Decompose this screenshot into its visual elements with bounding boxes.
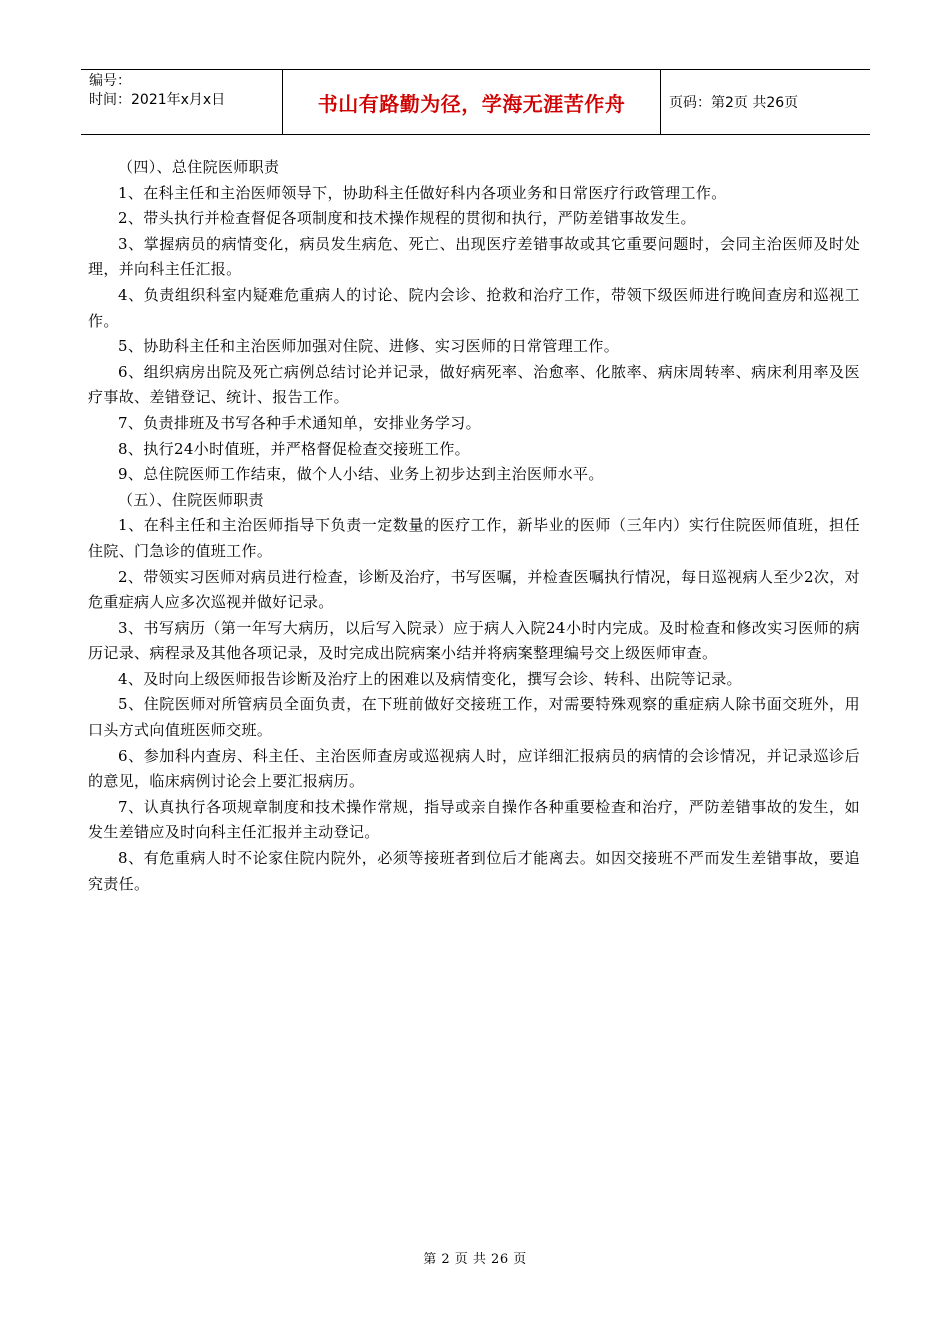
paragraph: 9、总住院医师工作结束，做个人小结、业务上初步达到主治医师水平。 (118, 465, 604, 484)
paragraph: 6、组织病房出院及死亡病例总结讨论并记录，做好病死率、治愈率、化脓率、病床周转率、病床利用率及医疗事故、差错登记、统计、报告工作。 (88, 362, 860, 407)
section-heading: （四）、总住院医师职责 (118, 158, 280, 176)
header-info-cell (81, 70, 283, 134)
paragraph: 2、带头执行并检查督促各项制度和技术操作规程的贯彻和执行，严防差错事故发生。 (118, 209, 696, 228)
paragraph: 8、有危重病人时不论家住院内院外，必须等接班者到位后才能离去。如因交接班不严而发生差错事故，要追究责任。 (88, 849, 860, 893)
paragraph: 3、掌握病员的病情变化，病员发生病危、死亡、出现医疗差错事故或其它重要问题时，会同主治医师及时处理，并向科主任汇报。 (88, 234, 860, 279)
section-heading: （五）、住院医师职责 (118, 490, 265, 509)
paragraph: 7、认真执行各项规章制度和技术操作常规，指导或亲自操作各种重要检查和治疗，严防差错事故的发生，如发生差错应及时向科主任汇报并主动登记。 (88, 797, 860, 842)
document-date: 时间：2021年x月x日 (89, 92, 226, 108)
paragraph: 8、执行24小时值班，并严格督促检查交接班工作。 (118, 439, 471, 458)
paragraph: 3、书写病历（第一年写大病历，以后写入院录）应于病人入院24小时内完成。及时检查和修改实习医师的病历记录、病程录及其他各项记录，及时完成出院病案小结并将病案整理编号交上级医师审查。 (88, 618, 860, 663)
header-page-number: 页码：第2页 共26页 (669, 95, 799, 111)
paragraph: 1、在科主任和主治医师指导下负责一定数量的医疗工作，新毕业的医师（三年内）实行住院医师值班，担任住院、门急诊的值班工作。 (88, 516, 860, 560)
document-number: 编号： (89, 73, 131, 89)
paragraph: 1、在科主任和主治医师领导下，协助科主任做好科内各项业务和日常医疗行政管理工作。 (118, 183, 727, 202)
document-body (88, 155, 860, 897)
paragraph: 5、住院医师对所管病员全面负责，在下班前做好交接班工作，对需要特殊观察的重症病人除书面交班外，用口头方式向值班医师交班。 (88, 695, 860, 740)
page-footer: 第 2 页 共 26 页 (423, 1252, 527, 1267)
paragraph: 4、及时向上级医师报告诊断及治疗上的困难以及病情变化，撰写会诊、转科、出院等记录。 (118, 669, 742, 688)
header-motto: 书山有路勤为径，学海无涯苦作舟 (283, 70, 661, 134)
paragraph: 2、带领实习医师对病员进行检查，诊断及治疗，书写医嘱，并检查医嘱执行情况，每日巡视病人至少2次，对危重症病人应多次巡视并做好记录。 (88, 567, 860, 612)
paragraph: 7、负责排班及书写各种手术通知单，安排业务学习。 (118, 413, 481, 432)
page-header (81, 69, 870, 135)
paragraph: 6、参加科内查房、科主任、主治医师查房或巡视病人时，应详细汇报病员的病情的会诊情况，并记录巡诊后的意见，临床病例讨论会上要汇报病历。 (88, 746, 860, 791)
paragraph: 4、负责组织科室内疑难危重病人的讨论、院内会诊、抢救和治疗工作，带领下级医师进行晚间查房和巡视工作。 (88, 285, 860, 330)
paragraph: 5、协助科主任和主治医师加强对住院、进修、实习医师的日常管理工作。 (118, 337, 620, 356)
